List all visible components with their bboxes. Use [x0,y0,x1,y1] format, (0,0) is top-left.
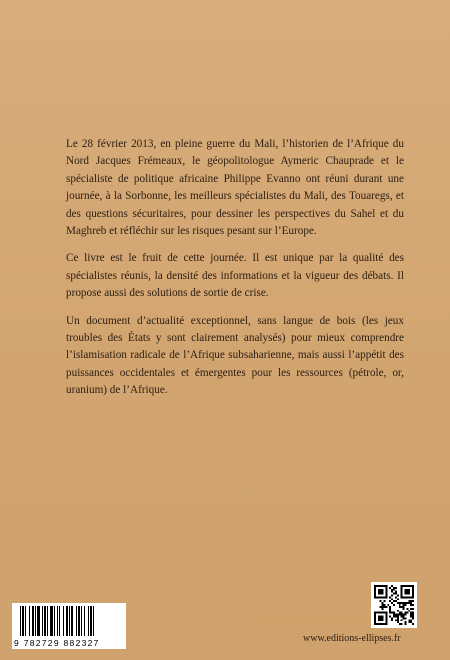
qr-module [403,604,405,606]
blurb-paragraph-2: Ce livre est le fruit de cette journée. Il est unique par la qualité des spécialistes réunis, la densité des informations et la vigueur des débats. Il propose aussi des solutions de sortie de crise. [66,252,404,300]
qr-module [412,604,414,606]
qr-module [393,615,395,617]
qr-module [404,617,406,619]
qr-module [397,610,399,612]
qr-module [378,589,384,595]
qr-module [410,600,412,602]
qr-module [412,623,414,625]
qr-module [389,608,391,610]
qr-module [391,602,393,604]
qr-module [389,606,391,608]
qr-module [403,615,405,617]
qr-module [397,615,399,617]
qr-module [382,606,384,608]
qr-module [397,595,399,597]
qr-module [410,608,412,610]
qr-module [404,614,406,616]
qr-module [406,608,408,610]
qr-module [403,602,405,604]
qr-module [391,591,393,593]
qr-module [410,615,412,617]
qr-module [403,617,405,619]
qr-module [401,602,403,604]
qr-module [391,585,393,587]
qr-module [399,623,401,625]
qr-module [384,600,386,602]
qr-module [399,602,401,604]
isbn-barcode [12,603,126,649]
qr-module [393,600,395,602]
qr-module [389,612,391,614]
qr-module [404,612,406,614]
qr-module [404,623,406,625]
qr-module [412,600,414,602]
qr-module [406,602,408,604]
qr-module [399,604,401,606]
qr-module [380,606,382,608]
qr-module [404,589,410,595]
qr-module [410,619,412,621]
publisher-website: www.editions-ellipses.fr [303,633,401,644]
qr-module [395,587,397,589]
barcode-bar [94,606,95,636]
qr-module [408,600,410,602]
qr-module [408,619,410,621]
qr-module [412,615,414,617]
qr-module [384,604,386,606]
qr-module [389,596,391,598]
qr-module [401,623,403,625]
qr-module [393,587,395,589]
qr-module [410,614,412,616]
qr-module [395,619,397,621]
qr-module [395,593,397,595]
qr-module [397,614,399,616]
blurb-paragraph-1: Le 28 février 2013, en pleine guerre du Mali, l’historien de l’Afrique du Nord Jacques Frémeaux, le géopolitologue Aymeric Chauprade et le spécialiste de politique africaine Philippe Evanno ont réuni durant une journée, à la Sorbonne, les meilleurs spécialistes du Mali, des Touaregs, et des questions sécuritaires, pour dessiner les perspectives du Sahel et du Maghreb et réfléchir sur les risques pesant sur l’Europe. [66,138,404,238]
qr-module [391,595,393,597]
qr-module [412,612,414,614]
isbn-digits: 9 782729 882327 [14,638,100,648]
qr-module [399,606,401,608]
qr-module [393,593,395,595]
qr-module [395,596,397,598]
qr-module [391,617,393,619]
qr-module [389,587,391,589]
qr-module [382,602,384,604]
qr-module [391,589,393,591]
qr-module [404,621,406,623]
qr-code [371,582,417,628]
qr-module [412,608,414,610]
qr-module [389,610,391,612]
qr-module [404,604,406,606]
qr-module [410,612,412,614]
qr-module [399,612,401,614]
qr-module [401,619,403,621]
qr-module [391,619,393,621]
qr-module [401,614,403,616]
qr-module [401,612,403,614]
qr-module [393,614,395,616]
qr-module [397,598,399,600]
qr-module [410,621,412,623]
qr-module [389,600,391,602]
qr-module [412,617,414,619]
qr-module [397,617,399,619]
qr-module [393,604,395,606]
qr-module [406,612,408,614]
qr-module [393,612,395,614]
qr-module [403,608,405,610]
qr-module [395,591,397,593]
qr-module [408,610,410,612]
qr-module [385,606,387,608]
blurb-text [66,136,404,410]
qr-module [387,604,389,606]
qr-module [382,604,384,606]
blurb-paragraph-3: Un document d’actualité exceptionnel, sans langue de bois (les jeux troubles des États y sont clairement analysés) pour mieux comprendre l’islamisation radicale de l’Afrique subsaharienne, mais aussi l’appétit des puissances occidentales et émergentes pour les ressources (pétrole, or, uranium) de l’Afrique. [66,314,404,397]
qr-module [401,615,403,617]
barcode-bars [20,606,120,636]
qr-module [391,612,393,614]
qr-code-icon [374,585,414,625]
qr-module [397,619,399,621]
qr-module [395,600,397,602]
qr-module [397,602,399,604]
qr-module [410,602,412,604]
qr-module [397,621,399,623]
qr-module [408,602,410,604]
qr-module [404,602,406,604]
qr-module [401,606,403,608]
qr-module [382,608,384,610]
qr-module [395,614,397,616]
qr-module [391,598,393,600]
qr-module [380,600,382,602]
qr-module [384,606,386,608]
qr-module [378,615,384,621]
qr-module [399,614,401,616]
qr-module [408,621,410,623]
qr-module [403,614,405,616]
qr-module [395,615,397,617]
qr-module [410,604,412,606]
qr-module [403,606,405,608]
qr-module [412,614,414,616]
qr-module [389,615,391,617]
qr-module [393,589,395,591]
